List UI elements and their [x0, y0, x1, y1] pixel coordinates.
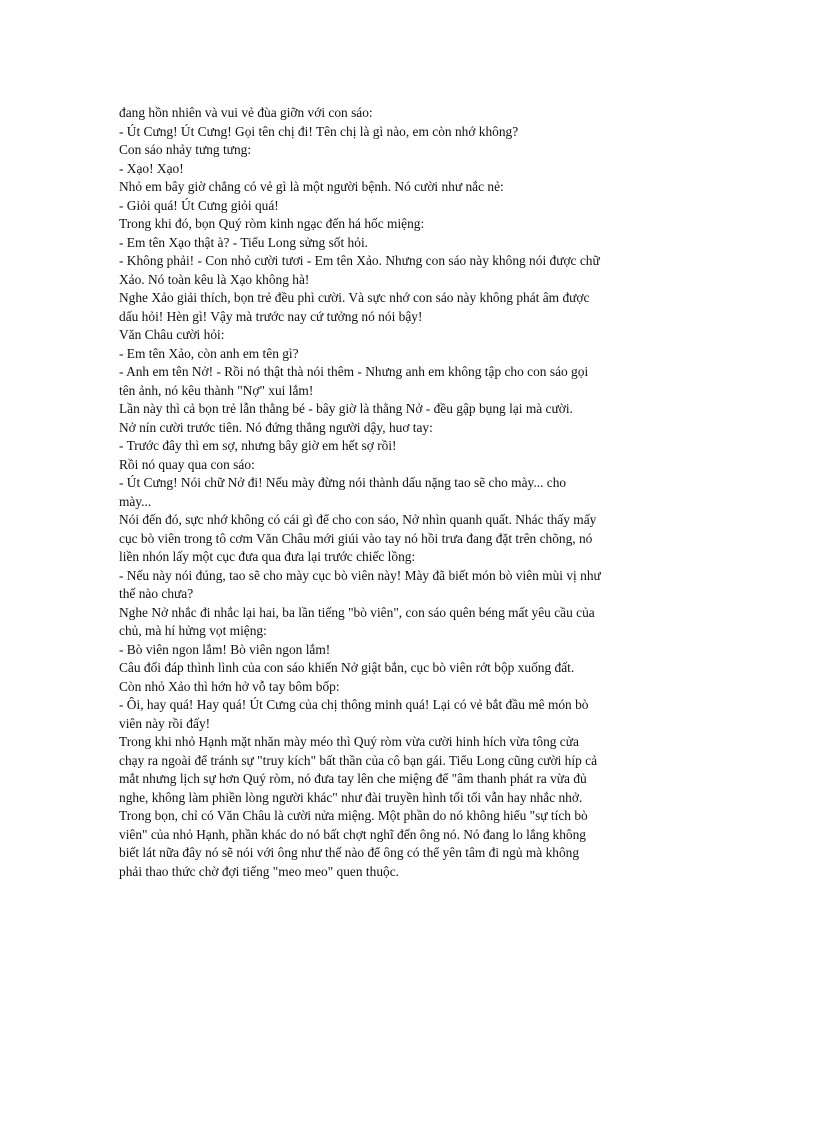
text-line: Nhỏ em bây giờ chẳng có vẻ gì là một người bệnh. Nó cười như nắc nẻ: — [119, 179, 504, 194]
text-line: chạy ra ngoài để tránh sự "truy kích" bất thần của cô bạn gái. Tiểu Long cũng cười híp cả — [119, 752, 598, 768]
text-line: biết lát nữa đây nó sẽ nói với ông như thế nào để ông có thể yên tâm đi ngủ mà không — [119, 845, 580, 860]
text-line: Rồi nó quay qua con sáo: — [119, 456, 255, 472]
text-line: Lần này thì cả bọn trẻ lẫn thằng bé - bây giờ là thằng Nở - đều gập bụng lại mà cười. — [119, 401, 573, 416]
text-line: - Nếu này nói đúng, tao sẽ cho mày cục bò viên này! Mày đã biết món bò viên mùi vị như — [119, 567, 601, 583]
text-line: Con sáo nhảy tưng tưng: — [119, 142, 252, 157]
text-line: Văn Châu cười hỏi: — [119, 327, 225, 342]
text-line: mắt nhưng lịch sự hơn Quý ròm, nó đưa tay lên che miệng để "âm thanh phát ra vừa đủ — [119, 771, 587, 786]
text-line: Còn nhỏ Xảo thì hớn hở vỗ tay bôm bốp: — [119, 678, 340, 694]
text-line: - Xạo! Xạo! — [119, 160, 184, 176]
text-line: - Ôi, hay quá! Hay quá! Út Cưng của chị thông minh quá! Lại có vẻ bắt đầu mê món bò — [119, 697, 589, 712]
text-line: viên này rồi đấy! — [119, 715, 211, 731]
text-line: Nghe Xảo giải thích, bọn trẻ đều phì cười. Và sực nhớ con sáo này không phát âm được — [119, 290, 590, 305]
text-line: chủ, mà hí hửng vọt miệng: — [119, 623, 267, 638]
text-line: - Em tên Xạo thật à? - Tiểu Long sửng sốt hỏi. — [119, 234, 369, 250]
text-line: - Giỏi quá! Út Cưng giỏi quá! — [119, 197, 279, 213]
story-text — [119, 104, 699, 881]
text-line: tên ảnh, nó kêu thành "Nợ" xui lắm! — [119, 382, 314, 398]
text-line: liền nhón lấy một cục đưa qua đưa lại trước chiếc lồng: — [119, 549, 416, 564]
text-line: Nở nín cười trước tiên. Nó đứng thẳng người dậy, huơ tay: — [119, 419, 433, 435]
text-line: Trong khi nhỏ Hạnh mặt nhăn mày méo thì Quý ròm vừa cười hinh hích vừa tông cửa — [119, 734, 579, 749]
text-line: viên" của nhỏ Hạnh, phần khác do nó bất chợt nghĩ đến ông nó. Nó đang lo lắng không — [119, 826, 586, 842]
text-line: - Trước đây thì em sợ, nhưng bây giờ em hết sợ rồi! — [119, 438, 397, 453]
text-line: đang hồn nhiên và vui vẻ đùa giỡn với con sáo: — [119, 105, 373, 120]
text-line: dấu hỏi! Hèn gì! Vậy mà trước nay cứ tưởng nó nói bậy! — [119, 308, 423, 324]
text-line: Trong bọn, chỉ có Văn Châu là cười nửa miệng. Một phần do nó không hiểu "sự tích bò — [119, 808, 588, 823]
text-line: - Út Cưng! Út Cưng! Gọi tên chị đi! Tên chị là gì nào, em còn nhớ không? — [119, 123, 519, 139]
text-line: - Anh em tên Nở! - Rồi nó thật thà nói thêm - Nhưng anh em không tập cho con sáo gọi — [119, 364, 589, 379]
text-line: phải thao thức chờ đợi tiếng "meo meo" quen thuộc. — [119, 863, 400, 879]
text-line: Câu đối đáp thình lình của con sáo khiến Nở giật bắn, cục bò viên rớt bộp xuống đất. — [119, 660, 575, 675]
text-line: - Không phải! - Con nhỏ cười tươi - Em tên Xảo. Nhưng con sáo này không nói được chữ — [119, 253, 600, 268]
text-line: - Em tên Xảo, còn anh em tên gì? — [119, 345, 299, 361]
text-line: Xảo. Nó toàn kêu là Xạo không hà! — [119, 271, 310, 287]
text-line: - Út Cưng! Nói chữ Nở đi! Nếu mày đừng nói thành dấu nặng tao sẽ cho mày... cho — [119, 475, 567, 490]
text-line: Nghe Nở nhắc đi nhắc lại hai, ba lần tiếng "bò viên", con sáo quên béng mất yêu cầu của — [119, 604, 595, 620]
text-line: Trong khi đó, bọn Quý ròm kinh ngạc đến há hốc miệng: — [119, 216, 425, 231]
text-line: mày... — [119, 493, 152, 509]
text-line: Nói đến đó, sực nhớ không có cái gì để cho con sáo, Nở nhìn quanh quất. Nhác thấy mấy — [119, 512, 597, 527]
text-line: nghe, không làm phiền lòng người khác" như đài truyền hình tối tối vẫn hay nhắc nhở. — [119, 789, 583, 805]
text-line: cục bò viên trong tô cơm Văn Châu mới giúi vào tay nó hồi trưa đang đặt trên chõng, nó — [119, 530, 593, 546]
text-line: - Bò viên ngon lắm! Bò viên ngon lắm! — [119, 641, 331, 657]
text-line: thế nào chưa? — [119, 586, 194, 601]
